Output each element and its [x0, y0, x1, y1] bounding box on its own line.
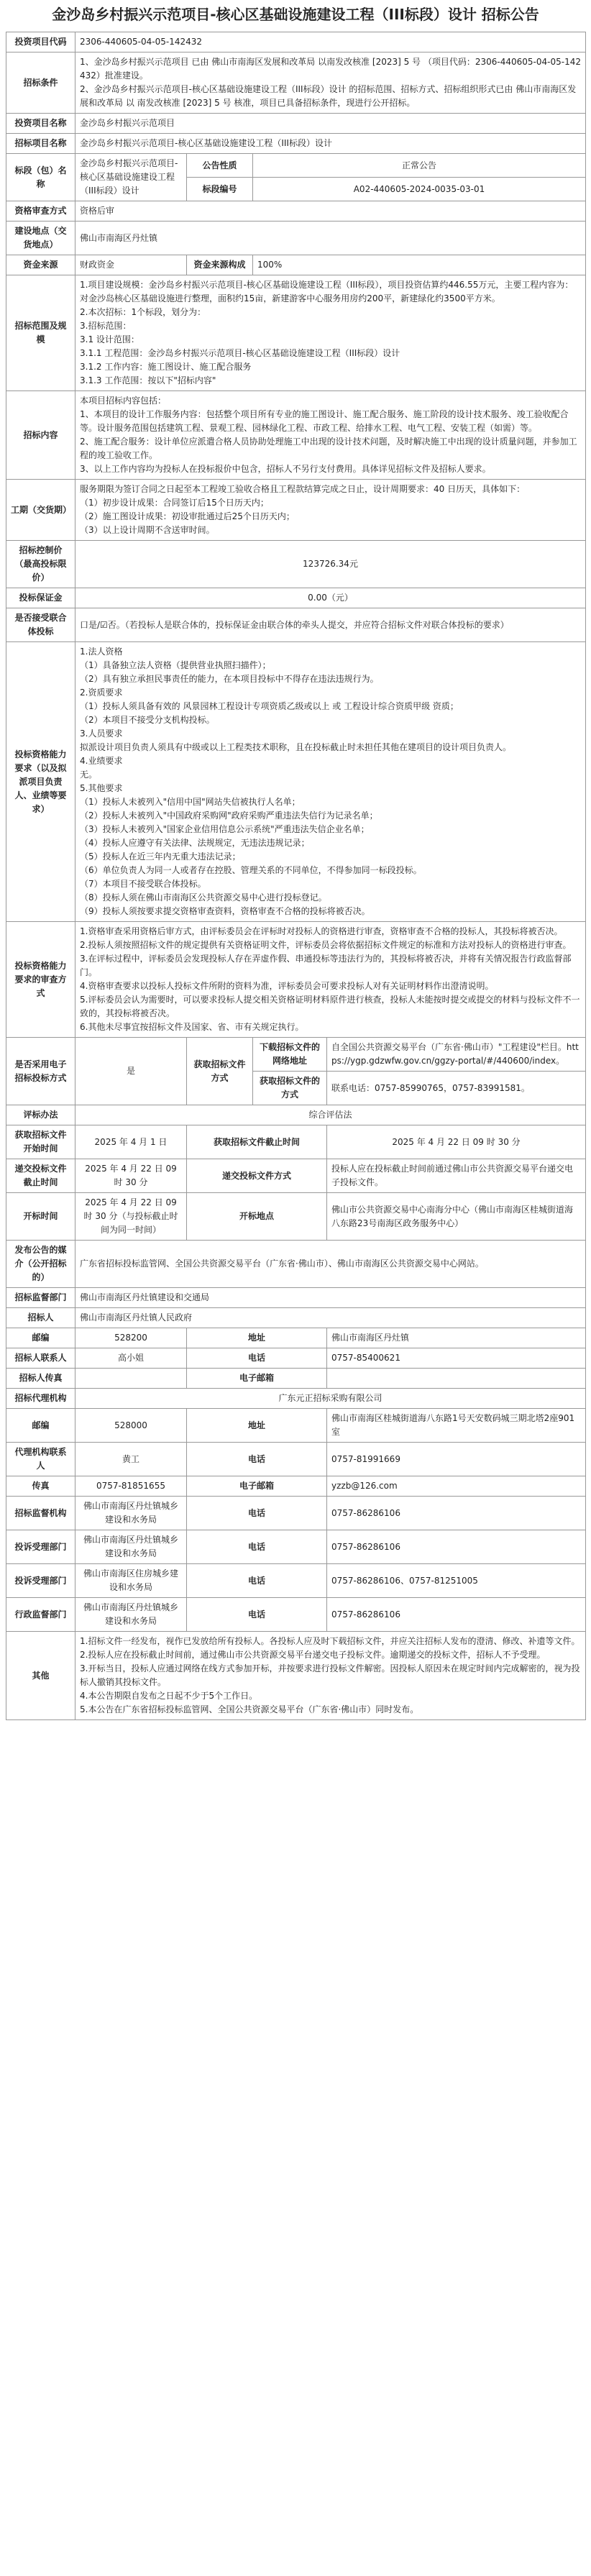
table-cell: 0757-85400621: [327, 1348, 586, 1369]
row-monitor: [6, 1497, 586, 1530]
table-cell: 佛山市南海区丹灶镇: [327, 1328, 586, 1348]
table-cell: 招标项目名称: [6, 134, 75, 154]
table-cell: 2025 年 4 月 22 日 09 时 30 分（与投标截止时间为同一时间）: [75, 1193, 187, 1241]
table-cell: 高小姐: [75, 1348, 187, 1369]
table-cell: 2025 年 4 月 22 日 09 时 30 分: [75, 1159, 187, 1193]
page-title: 金沙岛乡村振兴示范项目-核心区基础设施建设工程（III标段）设计 招标公告: [52, 6, 539, 23]
row-bid-ceiling: [6, 541, 586, 588]
table-cell: 2306-440605-04-05-142432: [75, 32, 586, 52]
table-cell: 佛山市公共资源交易中心南海分中心（佛山市南海区桂城街道海八东路23号南海区政务服务中心）: [327, 1193, 586, 1241]
row-project-name: [6, 114, 586, 134]
table-cell: 下载招标文件的网络地址: [253, 1038, 327, 1072]
table-cell: 工期（交货期）: [6, 480, 75, 541]
table-cell: 财政资金: [75, 255, 187, 275]
row-get-time: [6, 1125, 586, 1159]
row-period: [6, 480, 586, 541]
table-cell: 行政监督部门: [6, 1598, 75, 1632]
row-media: [6, 1241, 586, 1288]
table-cell: 资金来源: [6, 255, 75, 275]
table-cell: 是否采用电子招标投标方式: [6, 1038, 75, 1105]
table-cell: 获取招标文件开始时间: [6, 1125, 75, 1159]
table-cell: 招标监督部门: [6, 1288, 75, 1308]
row-admin: [6, 1598, 586, 1632]
row-tenderer-fax: [6, 1369, 586, 1389]
row-electronic: [6, 1038, 586, 1072]
row-tenderer-zip: [6, 1328, 586, 1348]
table-cell: 发布公告的媒介（公开招标的）: [6, 1241, 75, 1288]
row-review: [6, 922, 586, 1038]
table-cell: 1、金沙岛乡村振兴示范项目 已由 佛山市南海区发展和改革局 以南发改核准 [2023] 5 号 （项目代码：2306-440605-04-05-142432）批准建设。 2、金沙岛乡村振兴示范项目-核心区基础设施建设工程（III标段）设计 的招标范围、招标方式、招标组织形式已由 佛山市南海区发展和改革局 以 南发改核准 [2023] 5 号 核准，项目已具备招标条件，现进行公开招标。: [75, 52, 586, 114]
table-cell: 投标资格能力要求（以及拟派项目负责人、业绩等要求）: [6, 642, 75, 922]
table-cell: 123726.34元: [75, 541, 586, 588]
table-cell: 投资项目名称: [6, 114, 75, 134]
row-other: [6, 1632, 586, 1720]
table-cell: 服务期限为签订合同之日起至本工程竣工验收合格且工程款结算完成之日止，设计周期要求：40 日历天，具体如下： （1）初步设计成果：合同签订后15个日历天内； （2）施工图设计成果：初设审批通过后25个日历天内； （3）以上设计周期不含送审时间。: [75, 480, 586, 541]
table-cell: 0757-81991669: [327, 1443, 586, 1476]
table-cell: 公告性质: [187, 154, 253, 178]
table-cell: 电子邮箱: [187, 1476, 327, 1497]
table-cell: 佛山市南海区丹灶镇城乡建设和水务局: [75, 1497, 187, 1530]
table-cell: 佛山市南海区住房城乡建设和水务局: [75, 1564, 187, 1598]
table-cell: 金沙岛乡村振兴示范项目-核心区基础设施建设工程（III标段）设计: [75, 154, 187, 201]
row-agent-fax: [6, 1476, 586, 1497]
table-cell: 开标地点: [187, 1193, 327, 1241]
table-cell: 标段编号: [187, 178, 253, 201]
table-cell: 资格审查方式: [6, 201, 75, 221]
table-cell: 电话: [187, 1530, 327, 1564]
row-fund: [6, 255, 586, 275]
row-location: [6, 221, 586, 255]
row-deposit: [6, 588, 586, 608]
table-cell: 0757-86286106: [327, 1598, 586, 1632]
table-cell: 金沙岛乡村振兴示范项目-核心区基础设施建设工程（III标段）设计: [75, 134, 586, 154]
table-cell: 获取招标文件的方式: [253, 1072, 327, 1105]
table-cell: 528200: [75, 1328, 187, 1348]
table-cell: 1.法人资格 （1）具备独立法人资格（提供营业执照扫描件）； （2）具有独立承担民事责任的能力，在本项目投标中不得存在违法违规行为。 2.资质要求 （1）投标人须具备有效的 风景园林工程设计专项资质乙级或以上 或 工程设计综合资质甲级 资质； （2）本项目不接受分支机构投标。 3.人员要求 拟派设计项目负责人须具有中级或以上工程类技术职称，且在投标截止时未担任其他在建项目的设计项目负责人。 4.业绩要求 无。 5.其他要求 （1）投标人未被列入"信用中国"网站失信被执行人名单； （2）投标人未被列入"中国政府采购网"政府采购严重违法失信行为记录名单； （3）投标人未被列入"国家企业信用信息公示系统"严重违法失信企业名单； （4）投标人应遵守有关法律、法规规定，无违法违规记录； （5）投标人在近三年内无重大违法记录； （6）单位负责人为同一人或者存在控股、管理关系的不同单位，不得参加同一标段投标。 （7）本项目不接受联合体投标。 （8）投标人须在佛山市南海区公共资源交易中心进行投标登记。 （9）投标人须按要求提交资格审查资料，资格审查不合格的投标将被否决。: [75, 642, 586, 922]
row-complaint: [6, 1530, 586, 1564]
table-cell: 电话: [187, 1348, 327, 1369]
table-cell: 电子邮箱: [187, 1369, 327, 1389]
table-cell: 地址: [187, 1409, 327, 1443]
table-cell: 邮编: [6, 1409, 75, 1443]
table-cell: 电话: [187, 1564, 327, 1598]
table-cell: 招标人传真: [6, 1369, 75, 1389]
table-cell: 100%: [253, 255, 586, 275]
table-cell: 招标条件: [6, 52, 75, 114]
row-evaluation: [6, 1105, 586, 1125]
table-cell: 是: [75, 1038, 187, 1105]
table-cell: 招标人: [6, 1308, 75, 1328]
table-cell: 电话: [187, 1598, 327, 1632]
table-cell: 资金来源构成: [187, 255, 253, 275]
table-cell: 综合评估法: [75, 1105, 586, 1125]
row-conditions: [6, 52, 586, 114]
table-cell: 佛山市南海区丹灶镇: [75, 221, 586, 255]
row-project-code: [6, 32, 586, 52]
row-deadline: [6, 1159, 586, 1193]
table-cell: 地址: [187, 1328, 327, 1348]
table-cell: 代理机构联系人: [6, 1443, 75, 1476]
table-cell: 广东省招标投标监管网、全国公共资源交易平台（广东省·佛山市）、佛山市南海区公共资源交易中心网站。: [75, 1241, 586, 1288]
table-cell: 投标资格能力要求的审查方式: [6, 922, 75, 1038]
table-cell: 2025 年 4 月 22 日 09 时 30 分: [327, 1125, 586, 1159]
table-cell: 佛山市南海区丹灶镇人民政府: [75, 1308, 586, 1328]
table-cell: [75, 1369, 187, 1389]
table-cell: 0757-86286106: [327, 1497, 586, 1530]
table-cell: 0757-86286106: [327, 1530, 586, 1564]
row-tenderer-name: [6, 1308, 586, 1328]
table-cell: yzzb@126.com: [327, 1476, 586, 1497]
table-cell: 投资项目代码: [6, 32, 75, 52]
row-supervisor: [6, 1288, 586, 1308]
row-open-time: [6, 1193, 586, 1241]
table-cell: 正常公告: [253, 154, 586, 178]
table-cell: 2025 年 4 月 1 日: [75, 1125, 187, 1159]
table-cell: 招标监督机构: [6, 1497, 75, 1530]
table-cell: 黄工: [75, 1443, 187, 1476]
table-cell: 评标办法: [6, 1105, 75, 1125]
table-cell: 招标范围及规模: [6, 275, 75, 391]
row-agent-person: [6, 1443, 586, 1476]
table-cell: 资格后审: [75, 201, 586, 221]
table-cell: 招标代理机构: [6, 1389, 75, 1409]
row-scope: [6, 275, 586, 391]
table-cell: 528000: [75, 1409, 187, 1443]
table-cell: 投标保证金: [6, 588, 75, 608]
table-cell: 0.00（元）: [75, 588, 586, 608]
table-cell: 标段（包）名称: [6, 154, 75, 201]
row-agent-zip: [6, 1409, 586, 1443]
table-cell: 金沙岛乡村振兴示范项目: [75, 114, 586, 134]
table-cell: 招标控制价（最高投标限价）: [6, 541, 75, 588]
table-cell: 投标人应在投标截止时间前通过佛山市公共资源交易平台递交电子投标文件。: [327, 1159, 586, 1193]
table-cell: 佛山市南海区丹灶镇建设和交通局: [75, 1288, 586, 1308]
table-cell: 招标内容: [6, 391, 75, 480]
table-cell: 获取招标文件方式: [187, 1038, 253, 1105]
table-cell: 联系电话：0757-85990765，0757-83991581。: [327, 1072, 586, 1105]
table-cell: 电话: [187, 1497, 327, 1530]
table-cell: 本项目招标内容包括： 1、本项目的设计工作服务内容：包括整个项目所有专业的施工图设计、施工配合服务、施工阶段的设计技术服务、竣工验收配合等。设计服务范围包括建筑工程、景观工程、园林绿化工程、市政工程、给排水工程、电气工程、安装工程（如需）等。 2、施工配合服务：设计单位应派遣合格人员协助处理施工中出现的设计技术问题，及时解决施工中出现的设计质量问题，并参加工程的竣工验收工作。 3、以上工作内容均为投标人在投标报价中包含，招标人不另行支付费用。具体详见招标文件及招标人要求。: [75, 391, 586, 480]
row-joint: [6, 608, 586, 642]
table-cell: 1.资格审查采用资格后审方式，由评标委员会在评标时对投标人的资格进行审查，资格审查不合格的投标人，其投标将被否决。 2.投标人须按照招标文件的规定提供有关资格证明文件，评标委员会将依据招标文件规定的标准和方法对投标人的资格进行审查。 3.在评标过程中，评标委员会发现投标人存在弄虚作假、串通投标等违法行为的，其投标将被否决，并将有关情况报告行政监督部门。 4.资格审查要求以投标人投标文件所附的资料为准，评标委员会可要求投标人对有关证明材料作出澄清说明。 5.评标委员会认为需要时，可以要求投标人提交相关资格证明材料原件进行核查，投标人未能按时提交或提交的材料与投标文件不一致的，其投标将被否决。 6.其他未尽事宜按招标文件及国家、省、市有关规定执行。: [75, 922, 586, 1038]
notice-page: [6, 4, 585, 1720]
row-appeal: [6, 1564, 586, 1598]
table-cell: 佛山市南海区丹灶镇城乡建设和水务局: [75, 1530, 187, 1564]
row-tenderer-person: [6, 1348, 586, 1369]
notice-table: [6, 32, 586, 1720]
table-cell: 邮编: [6, 1328, 75, 1348]
table-cell: 传真: [6, 1476, 75, 1497]
download-url-link[interactable]: 自全国公共资源交易平台（广东省·佛山市）"工程建设"栏目。https://ygp.gdzwfw.gov.cn/ggzy-portal/#/440600/index。: [327, 1038, 586, 1072]
table-cell: 是否接受联合体投标: [6, 608, 75, 642]
table-cell: [327, 1369, 586, 1389]
table-cell: A02-440605-2024-0035-03-01: [253, 178, 586, 201]
row-agent-name: [6, 1389, 586, 1409]
row-qualification: [6, 642, 586, 922]
table-cell: 0757-86286106、0757-81251005: [327, 1564, 586, 1598]
table-cell: 1.项目建设规模：金沙岛乡村振兴示范项目-核心区基础设施建设工程（III标段），项目投资估算约446.55万元，主要工程内容为：对金沙岛核心区基础设施进行整理，面积约15亩，新建游客中心服务用房约200平，新建绿化约3500平方米。 2.本次招标：1个标段，划分为： 3.招标范围： 3.1 设计范围： 3.1.1 工程范围：金沙岛乡村振兴示范项目-核心区基础设施建设工程（III标段）设计 3.1.2 工作内容：施工图设计、施工配合服务 3.1.3 工作范围：按以下"招标内容": [75, 275, 586, 391]
table-cell: 投诉受理部门: [6, 1564, 75, 1598]
row-section: [6, 154, 586, 178]
row-content: [6, 391, 586, 480]
table-cell: 开标时间: [6, 1193, 75, 1241]
table-cell: 广东元正招标采购有限公司: [75, 1389, 586, 1409]
table-cell: 1.招标文件一经发布，视作已发放给所有投标人。各投标人应及时下载招标文件，并应关注招标人发布的澄清、修改、补遗等文件。 2.投标人应在投标截止时间前，通过佛山市公共资源交易平台递交电子投标文件。逾期递交的投标文件，招标人不予受理。 3.开标当日，投标人应通过网络在线方式参加开标，并按要求进行投标文件解密。因投标人原因未在规定时间内完成解密的，视为投标人撤销其投标文件。 4.本公告期限自发布之日起不少于5个工作日。 5.本公告在广东省招标投标监管网、全国公共资源交易平台（广东省·佛山市）同时发布。: [75, 1632, 586, 1720]
table-cell: 递交投标文件方式: [187, 1159, 327, 1193]
table-cell: 建设地点（交货地点）: [6, 221, 75, 255]
table-cell: 递交投标文件截止时间: [6, 1159, 75, 1193]
table-cell: 0757-81851655: [75, 1476, 187, 1497]
table-cell: 投诉受理部门: [6, 1530, 75, 1564]
table-cell: 口是/☑否。（若投标人是联合体的，投标保证金由联合体的牵头人提交，并应符合招标文件对联合体投标的要求）: [75, 608, 586, 642]
table-cell: 招标人联系人: [6, 1348, 75, 1369]
table-cell: 佛山市南海区丹灶镇城乡建设和水务局: [75, 1598, 187, 1632]
row-review-mode: [6, 201, 586, 221]
table-cell: 电话: [187, 1443, 327, 1476]
table-cell: 获取招标文件截止时间: [187, 1125, 327, 1159]
table-cell: 佛山市南海区桂城街道海八东路1号天安数码城三期北塔2座901室: [327, 1409, 586, 1443]
table-cell: 其他: [6, 1632, 75, 1720]
row-tender-name: [6, 134, 586, 154]
